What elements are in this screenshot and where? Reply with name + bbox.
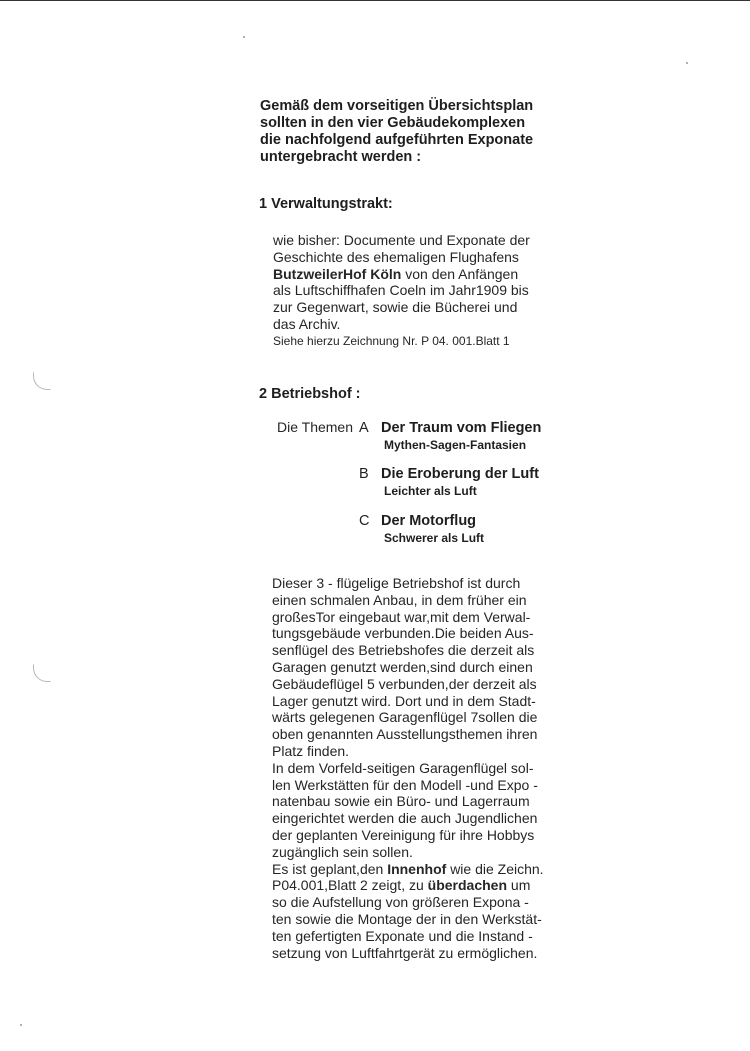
body-line: großesTor eingebaut war,mit dem Verwal- bbox=[272, 608, 531, 625]
body-line bbox=[272, 861, 557, 878]
body-line: Lager genutzt wird. Dort und in dem Stadt- bbox=[272, 692, 536, 709]
drawing-reference: Siehe hierzu Zeichnung Nr. P 04. 001.Blatt 1 bbox=[273, 333, 510, 348]
body-line: tungsgebäude verbunden.Die beiden Aus- bbox=[272, 625, 534, 642]
theme-a bbox=[359, 419, 541, 452]
theme-c bbox=[359, 512, 484, 545]
ueberdachen-term: überdachen bbox=[427, 877, 508, 894]
body-line bbox=[273, 266, 563, 283]
scan-hole-mark bbox=[33, 664, 51, 682]
body-line: zur Gegenwart, sowie die Bücherei und bbox=[273, 299, 518, 316]
text-fragment: P04.001,Blatt 2 zeigt, zu bbox=[272, 877, 424, 894]
body-line: In dem Vorfeld-seitigen Garagenflügel sol- bbox=[272, 759, 534, 776]
body-line: als Luftschiffhafen Coeln im Jahr1909 bis bbox=[273, 282, 529, 299]
scan-top-edge bbox=[0, 0, 750, 1]
scan-speck bbox=[686, 62, 688, 64]
body-line: zugänglich sein sollen. bbox=[272, 843, 413, 860]
body-line: Platz finden. bbox=[272, 742, 350, 759]
theme-title: Der Traum vom Fliegen bbox=[381, 420, 542, 436]
body-line bbox=[272, 877, 557, 894]
section-1-heading: 1 Verwaltungstrakt: bbox=[259, 196, 393, 212]
body-line: Geschichte des ehemaligen Flughafens bbox=[273, 248, 519, 265]
body-line: ten gefertigten Exponate und die Instand - bbox=[272, 927, 533, 944]
theme-b bbox=[359, 465, 539, 498]
theme-subtitle: Leichter als Luft bbox=[384, 484, 477, 498]
text-fragment: Es ist geplant,den bbox=[272, 860, 384, 877]
body-line: setzung von Luftfahrtgerät zu ermöglichen. bbox=[272, 944, 538, 961]
section-1-body bbox=[273, 232, 563, 350]
body-line: ten sowie die Montage der in den Werkstät- bbox=[272, 910, 542, 927]
scan-hole-mark bbox=[33, 372, 51, 390]
section-2-heading: 2 Betriebshof : bbox=[259, 386, 361, 402]
innenhof-term: Innenhof bbox=[387, 860, 447, 877]
section-2-body bbox=[272, 575, 557, 961]
airport-name: ButzweilerHof Köln bbox=[273, 265, 402, 282]
theme-letter: B bbox=[359, 466, 369, 482]
body-line: das Archiv. bbox=[273, 315, 341, 332]
theme-subtitle: Mythen-Sagen-Fantasien bbox=[384, 438, 527, 452]
text-fragment: um bbox=[510, 877, 531, 894]
text-fragment: wie die Zeichn. bbox=[450, 860, 544, 877]
body-line: Garagen genutzt werden,sind durch einen bbox=[272, 658, 533, 675]
body-line: wärts gelegenen Garagenflügel 7sollen die bbox=[272, 709, 538, 726]
scan-speck bbox=[20, 1024, 22, 1026]
body-line: len Werkstätten für den Modell -und Expo - bbox=[272, 776, 538, 793]
intro-line: sollten in den vier Gebäudekomplexen bbox=[260, 115, 526, 131]
body-line: natenbau sowie ein Büro- und Lagerraum bbox=[272, 793, 530, 810]
theme-title: Der Motorflug bbox=[381, 513, 477, 529]
body-line: eingerichtet werden die auch Jugendlichen bbox=[272, 810, 538, 827]
body-line: senflügel des Betriebshofes die derzeit als bbox=[272, 642, 535, 659]
body-line: der geplanten Vereinigung für ihre Hobbys bbox=[272, 826, 535, 843]
theme-subtitle: Schwerer als Luft bbox=[384, 531, 485, 545]
intro-line: die nachfolgend aufgeführten Exponate bbox=[260, 132, 534, 148]
theme-title: Die Eroberung der Luft bbox=[381, 466, 539, 482]
intro-line: untergebracht werden : bbox=[260, 149, 422, 165]
body-line: Gebäudeflügel 5 verbunden,der derzeit als bbox=[272, 675, 537, 692]
body-line: oben genannten Ausstellungsthemen ihren bbox=[272, 726, 538, 743]
body-line: einen schmalen Anbau, in dem früher ein bbox=[272, 591, 527, 608]
body-line: so die Aufstellung von größeren Expona - bbox=[272, 894, 529, 911]
theme-letter: A bbox=[359, 420, 369, 436]
scan-speck bbox=[243, 36, 245, 38]
themes-lead: Die Themen bbox=[277, 419, 354, 435]
body-line: Dieser 3 - flügelige Betriebshof ist durch bbox=[272, 575, 521, 591]
theme-letter: C bbox=[359, 513, 370, 529]
intro-paragraph bbox=[260, 98, 580, 166]
intro-line: Gemäß dem vorseitigen Übersichtsplan bbox=[260, 98, 534, 114]
body-line-rest: von den Anfängen bbox=[405, 265, 519, 282]
body-line: wie bisher: Documente und Exponate der bbox=[273, 232, 530, 248]
